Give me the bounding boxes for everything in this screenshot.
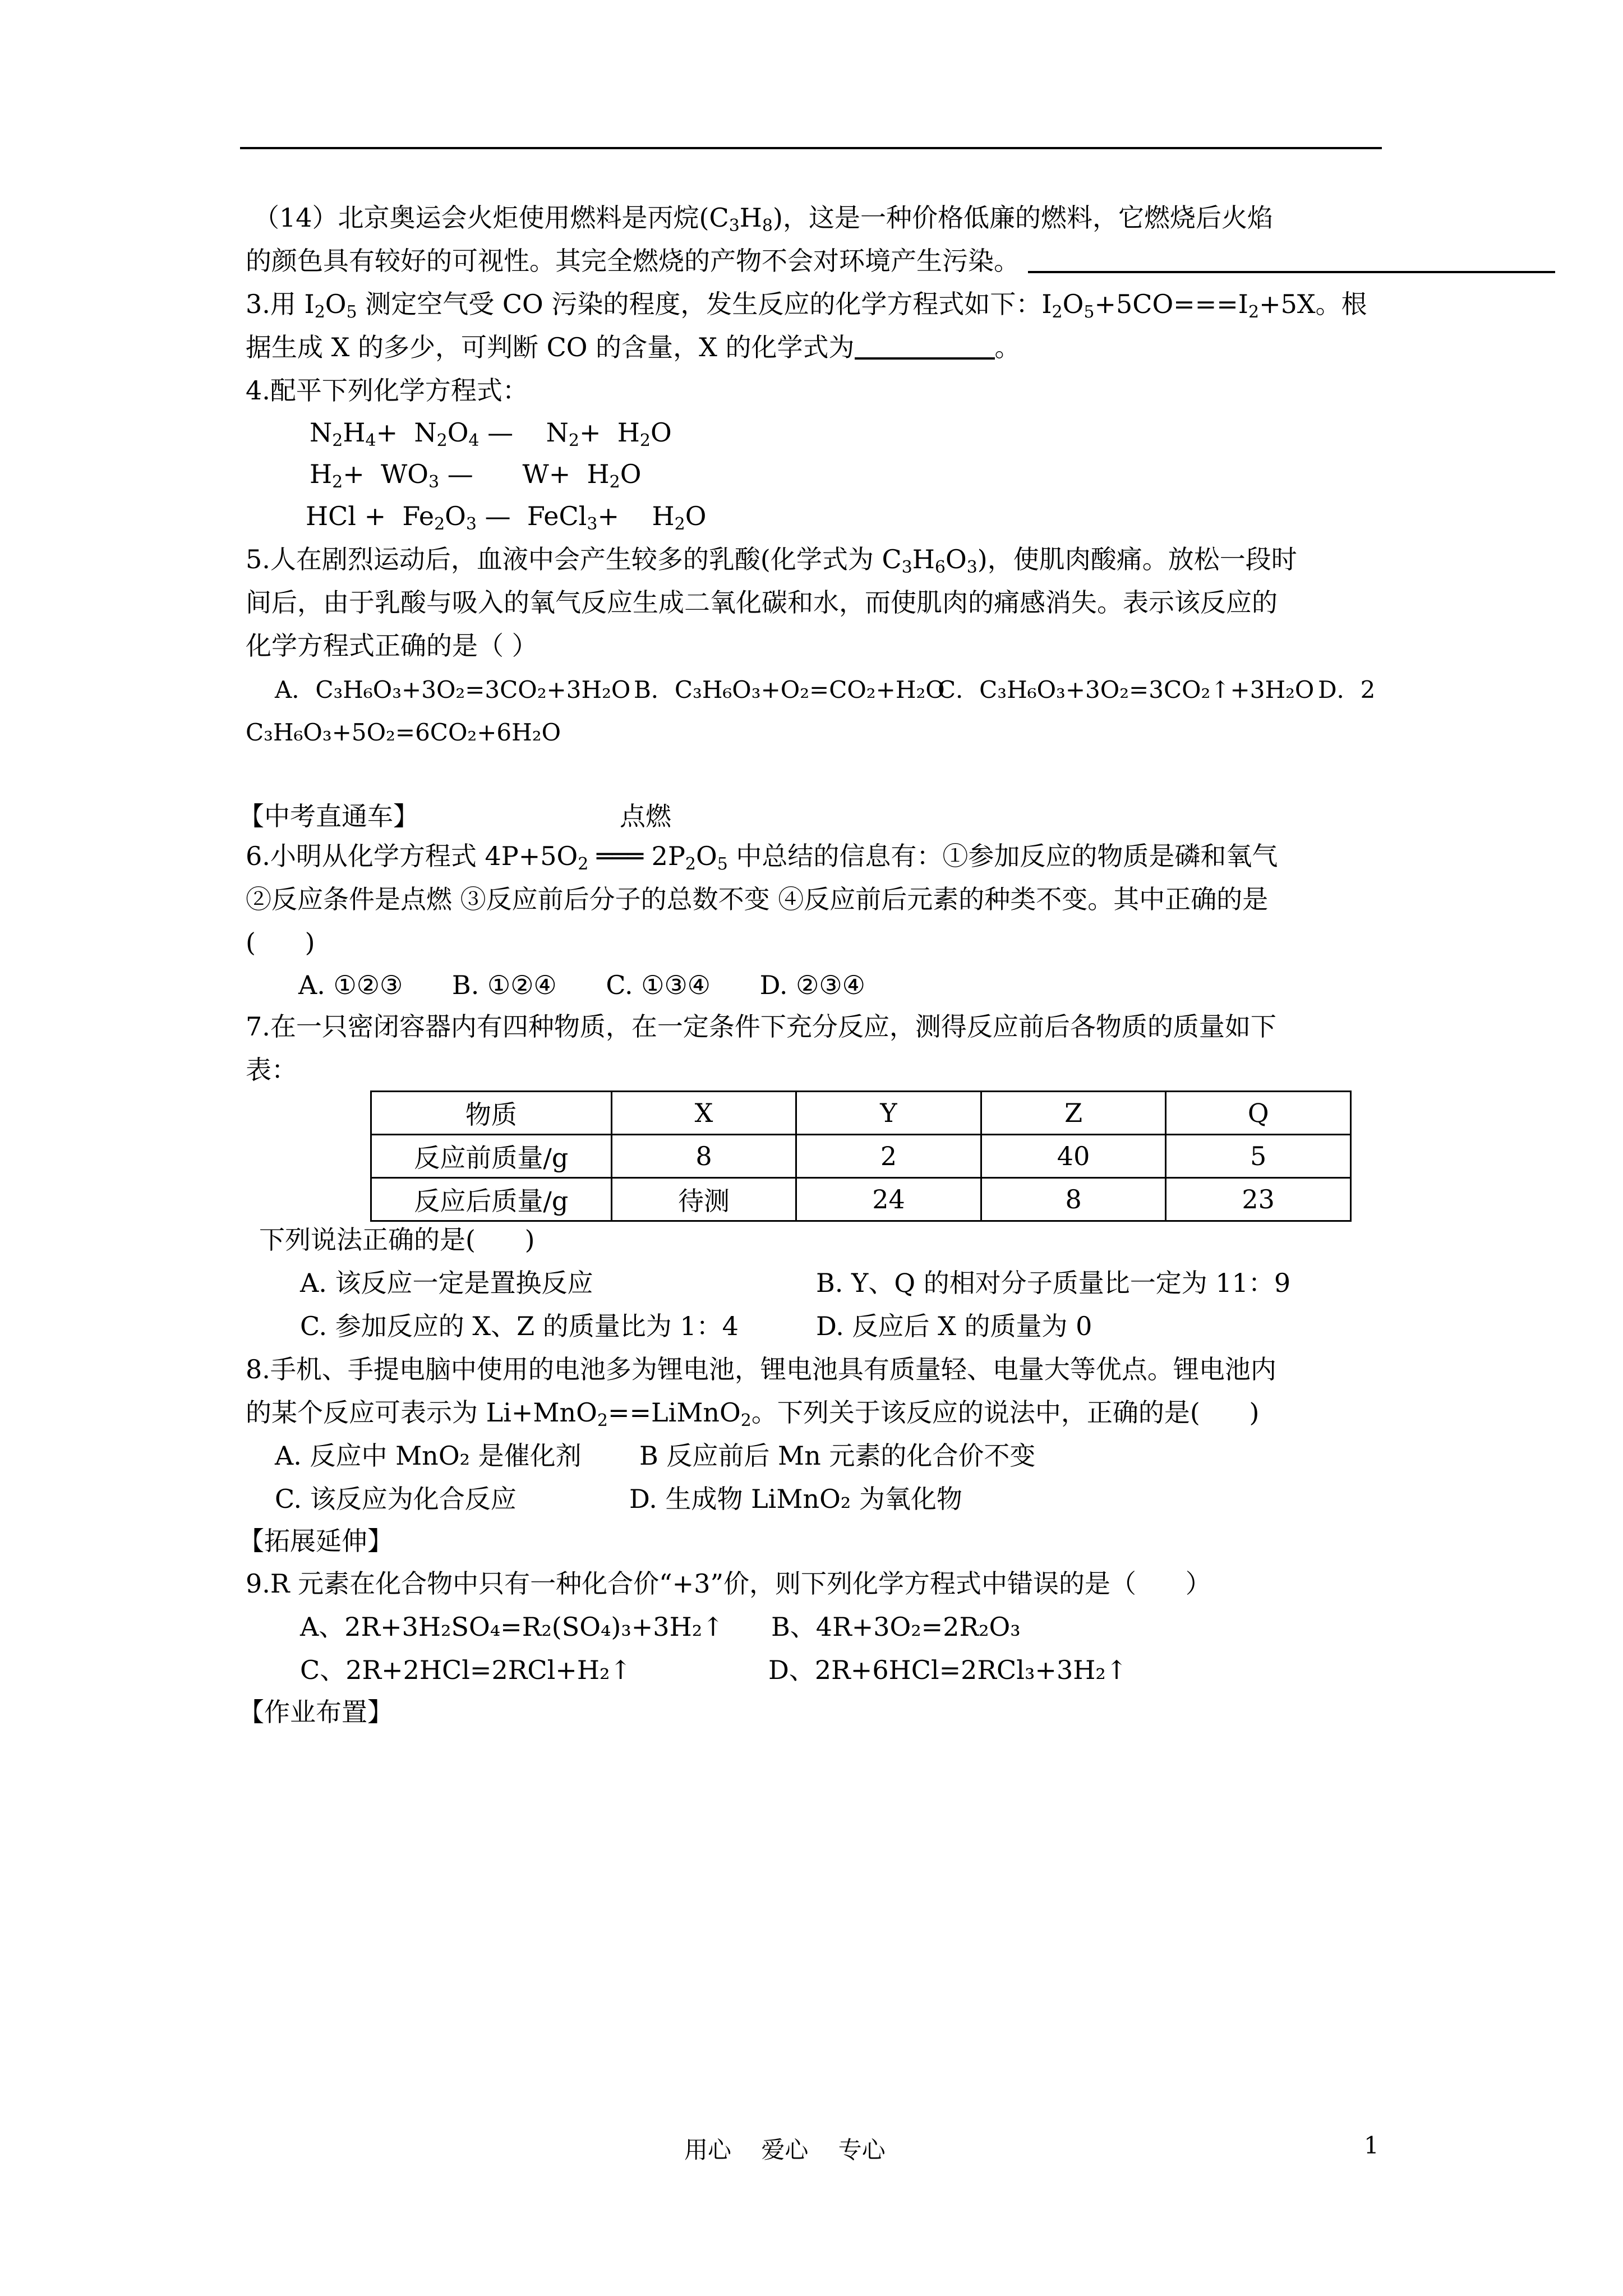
q9-option-d[interactable]: D、2R+6HCl=2RCl₃+3H₂↑ (768, 1655, 1128, 1685)
table-cell: 待测 (611, 1178, 796, 1221)
q14-line2: 的颜色具有较好的可视性。其完全燃烧的产物不会对环境产生污染。 (246, 244, 1555, 278)
q7-option-c[interactable]: C. 参加反应的 X、Z 的质量比为 1：4 (300, 1311, 739, 1341)
q8-option-b[interactable]: B 反应前后 Mn 元素的化合价不变 (639, 1441, 1036, 1471)
table-header-cell: Y (796, 1092, 981, 1135)
q8-option-a[interactable]: A. 反应中 MnO₂ 是催化剂 (275, 1441, 582, 1471)
q8-option-d[interactable]: D. 生成物 LiMnO₂ 为氧化物 (629, 1484, 962, 1514)
section-heading: 【拓展延伸】 (238, 1526, 393, 1556)
table-header-cell: 物质 (371, 1092, 612, 1135)
table-header-cell: Z (981, 1092, 1166, 1135)
reaction-condition: 点燃 (620, 801, 671, 831)
q5-line3: 化学方程式正确的是（ ） (246, 631, 538, 661)
header-rule (240, 147, 1382, 149)
q7-line3: 下列说法正确的是( ) (259, 1225, 535, 1255)
table-cell: 40 (981, 1135, 1166, 1178)
q5-option-d[interactable]: D．2 (1318, 676, 1376, 703)
table-header-row (371, 1092, 1351, 1135)
table-row (371, 1178, 1351, 1221)
q14-line1: （14）北京奥运会火炬使用燃料是丙烷$(C_3H_8)$，这是一种价格低廉的燃料，它燃烧后火焰 (253, 203, 1273, 236)
mass-table (370, 1091, 1352, 1222)
q6-options[interactable]: A. ①②③ B. ①②④ C. ①③④ D. ②③④ (298, 970, 865, 1000)
q6-line3: ( ) (246, 927, 315, 958)
q3-line2: 据生成 X 的多少，可判断 CO 的含量，X 的化学式为 。 (246, 332, 1021, 362)
answer-blank[interactable] (855, 335, 995, 360)
q9-option-c[interactable]: C、2R+2HCl=2RCl+H₂↑ (300, 1655, 631, 1685)
q7-option-a[interactable]: A. 该反应一定是置换反应 (300, 1268, 593, 1298)
table-cell: 2 (796, 1135, 981, 1178)
q8-line2: 的某个反应可表示为 Li+MnO$_2$==LiMnO$_2$。下列关于该反应的说法中，正确的是( ) (246, 1397, 1260, 1430)
table-cell: 23 (1166, 1178, 1351, 1221)
table-header-cell: Q (1166, 1092, 1351, 1135)
table-cell: 8 (981, 1178, 1166, 1221)
section-heading: 【中考直通车】 (238, 801, 419, 831)
table-header-cell: X (611, 1092, 796, 1135)
section-heading: 【作业布置】 (238, 1697, 393, 1727)
q5-line2: 间后，由于乳酸与吸入的氧气反应生成二氧化碳和水，而使肌肉的痛感消失。表示该反应的 (246, 587, 1278, 618)
q6-line2: ②反应条件是点燃 ③反应前后分子的总数不变 ④反应前后元素的种类不变。其中正确的是 (246, 884, 1269, 914)
table-cell: 8 (611, 1135, 796, 1178)
q7-line1: 7.在一只密闭容器内有四种物质，在一定条件下充分反应，测得反应前后各物质的质量如下 (246, 1011, 1276, 1042)
table-cell: 24 (796, 1178, 981, 1221)
table-cell: 5 (1166, 1135, 1351, 1178)
q5-line1: 5.人在剧烈运动后，血液中会产生较多的乳酸(化学式为 $C_3H_6O_3$)，使肌肉酸痛。放松一段时 (246, 544, 1297, 577)
table-cell: 反应前质量/g (371, 1135, 612, 1178)
footer-motto: 用心 爱心 专心 (684, 2136, 886, 2164)
q4-equation-3: HCl + $Fe_2O_3$ — FeCl$_3$+ $H_2O$ (306, 501, 707, 534)
q6-line1: 6.小明从化学方程式 $4P+5O_2$ ═══ $2P_2O_5$ 中总结的信息有：①参加反应的物质是磷和氧气 (246, 841, 1278, 874)
page-number: 1 (1364, 2132, 1379, 2159)
q7-option-b[interactable]: B. Y、Q 的相对分子质量比一定为 11：9 (816, 1268, 1291, 1298)
q9-line1: 9.R 元素在化合物中只有一种化合价“+3”价，则下列化学方程式中错误的是（ ） (246, 1568, 1211, 1599)
q9-option-b[interactable]: B、4R+3O₂=2R₂O₃ (771, 1612, 1021, 1642)
q8-option-c[interactable]: C. 该反应为化合反应 (275, 1484, 517, 1514)
table-cell: 反应后质量/g (371, 1178, 612, 1221)
q4-equation-1: $N_2H_4+ N_2O_4$ — $N_2+ H_2O$ (310, 417, 672, 450)
q3-line1: 3.用 $I_2O_5$ 测定空气受 CO 污染的程度，发生反应的化学方程式如下：$I_2O_5+5CO===I_2+5X$。根 (246, 289, 1367, 322)
q5-option-b[interactable]: B．C₃H₆O₃+O₂=CO₂+H₂O (634, 676, 945, 703)
q7-line2: 表： (246, 1055, 297, 1085)
q4-equation-2: $H_2+ WO_3$ — $W+ H_2O$ (310, 459, 642, 492)
q4-title: 4.配平下列化学方程式： (246, 375, 528, 406)
q8-line1: 8.手机、手提电脑中使用的电池多为锂电池，锂电池具有质量轻、电量大等优点。锂电池内 (246, 1354, 1276, 1384)
q5-option-a[interactable]: A．C₃H₆O₃+3O₂=3CO₂+3H₂O (275, 676, 631, 703)
q7-option-d[interactable]: D. 反应后 X 的质量为 0 (816, 1311, 1092, 1341)
answer-blank[interactable] (1028, 249, 1555, 273)
q5-option-c[interactable]: C．C₃H₆O₃+3O₂=3CO₂↑+3H₂O (938, 676, 1315, 703)
q9-option-a[interactable]: A、2R+3H₂SO₄=R₂(SO₄)₃+3H₂↑ (300, 1612, 724, 1642)
q5-option-d-cont: C₃H₆O₃+5O₂=6CO₂+6H₂O (246, 719, 561, 746)
table-row (371, 1135, 1351, 1178)
